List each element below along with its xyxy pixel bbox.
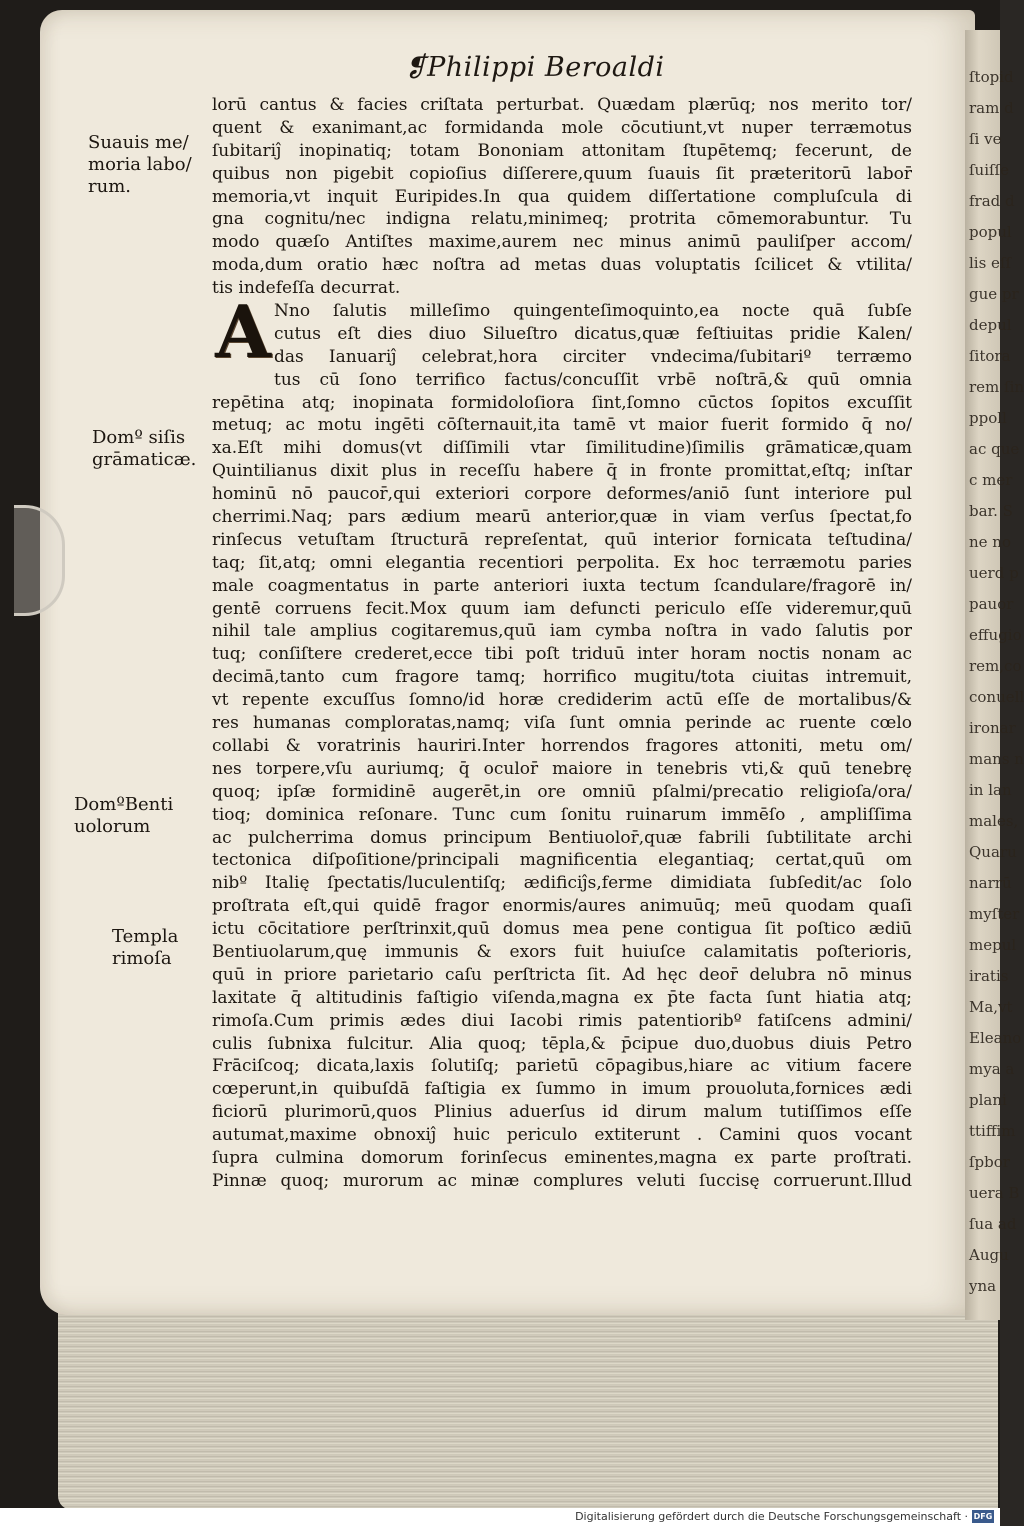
text-line: xa.Eſt mihi domus(vt diſſimili vtar ſimilitudine)ſimilis grāmaticæ,quam [212, 438, 912, 459]
facing-text-fragment: mans n [969, 750, 1024, 768]
dfg-logo: DFG [973, 1512, 993, 1521]
margin-note: Templa rimoſa [112, 926, 179, 969]
text-line: Pinnæ quoq; murorum ac minæ complures veluti ſuccisę corruerunt.Illud [212, 1170, 912, 1191]
text-line: memoria,vt inquit Euripides.In qua quidem diſſertatione compluſcula di [212, 186, 912, 207]
facing-text-fragment: ſitora [969, 347, 1011, 365]
text-line: culis ſubnixa fulcitur. Alia quoq; tēpla,& p̄cipue duo,duobus diuis Petro [212, 1033, 912, 1054]
text-line: Bentiuolarum,quę immunis & exors fuit huiuſce calamitatis poſterioris, [212, 941, 912, 962]
text-line: quoq; ipſæ formidinē augerēt,in ore omniū pſalmi/precatio religioſa/ora/ [212, 781, 912, 802]
facing-text-fragment: popul [969, 223, 1012, 241]
facing-text-fragment: Ma,vt [969, 998, 1013, 1016]
facing-text-fragment: ttiffim [969, 1122, 1016, 1140]
facing-text-fragment: frad d [969, 192, 1015, 210]
facing-text-fragment: mepul [969, 936, 1017, 954]
text-line: nihil tale amplius cogitaremus,quū iam cymba noſtra in vado ſalutis por [212, 621, 912, 642]
facing-text-fragment: pauor [969, 595, 1014, 613]
facing-text-fragment: ſi ve [969, 130, 1002, 148]
text-line: cutus eſt dies diuo Silueſtro dicatus,quæ feſtiuitas pridie Kalen/ [274, 323, 912, 344]
facing-text-fragment: uera B [969, 1184, 1020, 1202]
text-line: tus cū ſono terrifico factus/concuſſit vrbē noſtrā,& quū omnia [274, 369, 912, 390]
facing-text-fragment: males, [969, 812, 1019, 830]
text-line: proſtrata eſt,qui quidē fragor enormis/aures animuūq; meū quodam quaſi [212, 896, 912, 917]
facing-text-fragment: Augu [969, 1246, 1009, 1264]
text-line: lorū cantus & facies criſtata perturbat. Quædam plærūq; nos merito tor/ [212, 95, 912, 115]
facing-text-fragment: ſua ad [969, 1215, 1017, 1233]
text-line: modo quæſo Antiſtes maxime,aurem nec minus animū pauliſper accom/ [212, 232, 912, 253]
text-line: ficiorū plurimorū,quos Plinius aduerſus id dirum malum tutiſſimos eſſe [212, 1102, 912, 1123]
margin-note: Domº siſis grāmaticæ. [92, 427, 197, 470]
book-page-edges [58, 1290, 998, 1510]
facing-text-fragment: rem,co [969, 657, 1022, 675]
facing-text-fragment: mya a [969, 1060, 1015, 1078]
text-line: Nno ſalutis milleſimo quingenteſimoquinto,ea nocte quā ſubſe [274, 301, 912, 322]
page-clip [14, 505, 65, 616]
text-line: metuq; ac motu ingēti cōſternauit,ita tamē vt maior fuerit formido q̄ no/ [212, 415, 912, 436]
text-line: das Ianuariĵ celebrat,hora circiter vndecima/ſubitariº terræmo [274, 346, 912, 367]
text-line: cherrimi.Naq; pars ædium mearū anterior,quæ in viam verſus ſpectat,fo [212, 507, 912, 528]
margin-note: Suauis me/ moria labo/ rum. [88, 132, 192, 197]
running-head: ❡Philippi Beroaldi [404, 52, 665, 83]
text-line: collabi & voratrinis hauriri.Inter horrendos fragores attoniti, metu om/ [212, 735, 912, 756]
text-line: ſupra culmina domorum forinſecus eminentes,magna ex parte proſtrati. [212, 1147, 912, 1168]
facing-text-fragment: ſuiſſe [969, 161, 1009, 179]
facing-text-fragment: ſtopid [969, 68, 1014, 86]
facing-text-fragment: uerd p [969, 564, 1019, 582]
facing-text-fragment: depul [969, 316, 1012, 334]
text-line: autumat,maxime obnoxiĵ huic periculo extiterunt . Camini quos vocant [212, 1125, 912, 1146]
text-line: ac pulcherrima domus principum Bentiuolor̄,quæ fabrili ſubtilitate archi [212, 827, 912, 848]
text-line: cœperunt,in quibuſdā faſtigia ex ſummo in imum prouoluta,fornices ædi [212, 1079, 912, 1100]
facing-text-fragment: myſter [969, 905, 1020, 923]
main-text-block [212, 94, 912, 1193]
text-line: hominū nō paucor̄,qui exteriori corpore deformes/aniō ſunt interiore pul [212, 484, 912, 505]
facing-text-fragment: Quaru [969, 843, 1017, 861]
facing-text-fragment: ac que [969, 440, 1020, 458]
text-line: laxitate q̄ altitudinis faſtigio viſenda,magna ex p̄te facta ſunt hiatia atq; [212, 987, 912, 1008]
text-line: gna cognitu/nec indigna relatu,minimeq; protrita cōmemorabuntur. Tu [212, 209, 912, 230]
facing-text-fragment: yna [969, 1277, 997, 1295]
text-line: tectonica diſpoſitione/principali magnificentia elegantiaq; certat,quū om [212, 850, 912, 871]
facing-text-fragment: conuell [969, 688, 1024, 706]
text-line: quent & exanimant,ac formidanda mole cōcutiunt,vt nuper terræmotus [212, 117, 912, 138]
margin-note: DomºBenti uolorum [74, 794, 174, 837]
facing-text-fragment: gue pr [969, 285, 1019, 303]
text-line: ictu cōcitatiore perſtrinxit,quū domus mea pene contigua ſit poſtico ædiū [212, 919, 912, 940]
text-line: tioq; dominica reſonare. Tunc cum ſonitu ruinarum immēſo , ampliſſima [212, 804, 912, 825]
text-line: moda,dum oratio hæc noſtra ad metas duas voluptatis ſcilicet & vtilita/ [212, 255, 912, 276]
text-line: tis indefeſſa decurrat. [212, 278, 401, 299]
text-line: quibus non pigebit copioſius diſſerere,quum ſuauis ſit præteritorū labor̄ [212, 163, 912, 184]
text-line: taq; ſit,atq; omni elegantia recentiori perpolita. Ex hoc terræmotu paries [212, 552, 912, 573]
text-line: tuq; conſiſtere crederet,ecce tibi poſt triduū inter horam noctis nonam ac [212, 644, 912, 665]
facing-text-fragment: ne no [969, 533, 1011, 551]
text-line: nibº Italię ſpectatis/luculentiſq; ædificiĵs,ferme dimidiata ſubſedit/ac ſolo [212, 873, 912, 894]
facing-page-fragment [965, 30, 1024, 1320]
text-line: Frāciſcoq; dicata,laxis ſolutiſq; parietū cōpagibus,hiare ac vitium facere [212, 1056, 912, 1077]
facing-text-fragment: ſpbor [969, 1153, 1010, 1171]
facing-text-fragment: iratis [969, 967, 1009, 985]
text-line: male coagmentatus in parte anteriori iuxta tectum ſcandulare/fragorē in/ [212, 575, 912, 596]
facing-text-fragment: lis eſſ [969, 254, 1012, 272]
facing-text-fragment: effugio [969, 626, 1022, 644]
facing-text-fragment: c mer [969, 471, 1013, 489]
text-line: decimā,tanto cum fragore tamq; horrifico mugitu/tota ciuitas intremuit, [212, 667, 912, 688]
text-line: quū in priore parietario caſu perſtricta ſit. Ad hęc deor̄ delubra nō minus [212, 964, 912, 985]
facing-text-fragment: plani [969, 1091, 1007, 1109]
facing-text-fragment: bar. S [969, 502, 1013, 520]
text-line: nes torpere,vſu auriumq; q̄ oculor̄ maiore in tenebris vti,& quū tenebrę [212, 758, 912, 779]
facing-text-fragment: rem ſin [969, 378, 1024, 396]
text-line: repētina atq; inopinata formidoloſiora ſint,ſomno cūctos ſopitos excuſſit [212, 392, 912, 413]
facing-text-fragment: Eleano [969, 1029, 1022, 1047]
text-line: rinſecus vetuſtam ſtructurā repreſentat, quū interior fornicata teſtudina/ [212, 529, 912, 550]
funding-note: Digitalisierung gefördert durch die Deutsche Forschungsgemeinschaft · [575, 1510, 968, 1523]
text-line: gentē corruens fecit.Mox quum iam defuncti periculo eſſe videremur,quū [212, 598, 912, 619]
text-line: Quintilianus dixit plus in receſſu habere q̄ in fronte promittat,eſtq; inſtar [212, 461, 912, 482]
decorated-initial: A [215, 289, 271, 374]
facing-text-fragment: ram d [969, 99, 1014, 117]
text-line: res humanas comploratas,namq; viſa ſunt omnia perinde ac ruente cœlo [212, 713, 912, 734]
text-line: rimoſa.Cum primis ædes diui Iacobi rimis patentioribº fatiſcens admini/ [212, 1010, 912, 1031]
facing-text-fragment: narrū [969, 874, 1012, 892]
facing-text-fragment: ppoll [969, 409, 1007, 427]
text-line: vt repente excuſſus ſomno/id horæ crediderim actū eſſe de mortalibus/& [212, 690, 912, 711]
facing-text-fragment: in lan [969, 781, 1012, 799]
facing-text-fragment: ironar [969, 719, 1016, 737]
text-line: ſubitariĵ inopinatiq; totam Bononiam attonitam ſtupētemq; fecerunt, de [212, 140, 912, 161]
